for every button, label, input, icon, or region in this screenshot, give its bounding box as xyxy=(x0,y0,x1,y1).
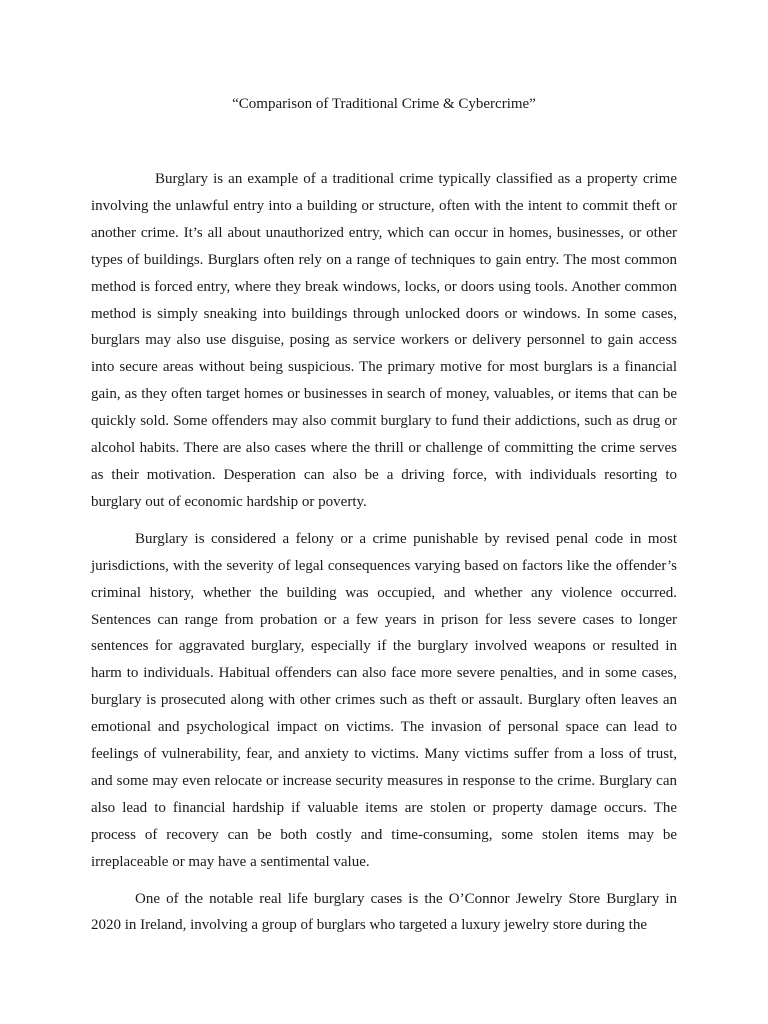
document-title: “Comparison of Traditional Crime & Cybercrime” xyxy=(232,96,536,112)
paragraph-3: One of the notable real life burglary cases is the O’Connor Jewelry Store Burglary in 2020 in Ireland, involving a group of burglars who targeted a luxury jewelry store during the xyxy=(91,890,677,934)
paragraph-1: Burglary is an example of a traditional crime typically classified as a property crime involving the unlawful entry into a building or structure, often with the intent to commit theft or another crime. It’s all about unauthorized entry, which can occur in homes, businesses, or other types of buildings. Burglars often rely on a range of techniques to gain entry. The most common method is forced entry, where they break windows, locks, or doors using tools. Another common method is simply sneaking into buildings through unlocked doors or windows. In some cases, burglars may also use disguise, posing as service workers or delivery personnel to gain access into secure areas without being suspicious. The primary motive for most burglars is a financial gain, as they often target homes or businesses in search of money, valuables, or items that can be quickly sold. Some offenders may also commit burglary to fund their addictions, such as drug or alcohol habits. There are also cases where the thrill or challenge of committing the crime serves as their motivation. Desperation can also be a driving force, with individuals resorting to burglary out of economic hardship or poverty. xyxy=(91,171,677,510)
document-body xyxy=(91,94,677,949)
paragraph-2: Burglary is considered a felony or a crime punishable by revised penal code in most jurisdictions, with the severity of legal consequences varying based on factors like the offender’s criminal history, whether the building was occupied, and whether any violence occurred. Sentences can range from probation or a few years in prison for less severe cases to longer sentences for aggravated burglary, especially if the burglary involved weapons or resulted in harm to individuals. Habitual offenders can also face more severe penalties, and in some cases, burglary is prosecuted along with other crimes such as theft or assault. Burglary often leaves an emotional and psychological impact on victims. The invasion of personal space can lead to feelings of vulnerability, fear, and anxiety to victims. Many victims suffer from a loss of trust, and some may even relocate or increase security measures in response to the crime. Burglary can also lead to financial hardship if valuable items are stolen or property damage occurs. The process of recovery can be both costly and time-consuming, some stolen items may be irreplaceable or may have a sentimental value. xyxy=(91,530,677,870)
